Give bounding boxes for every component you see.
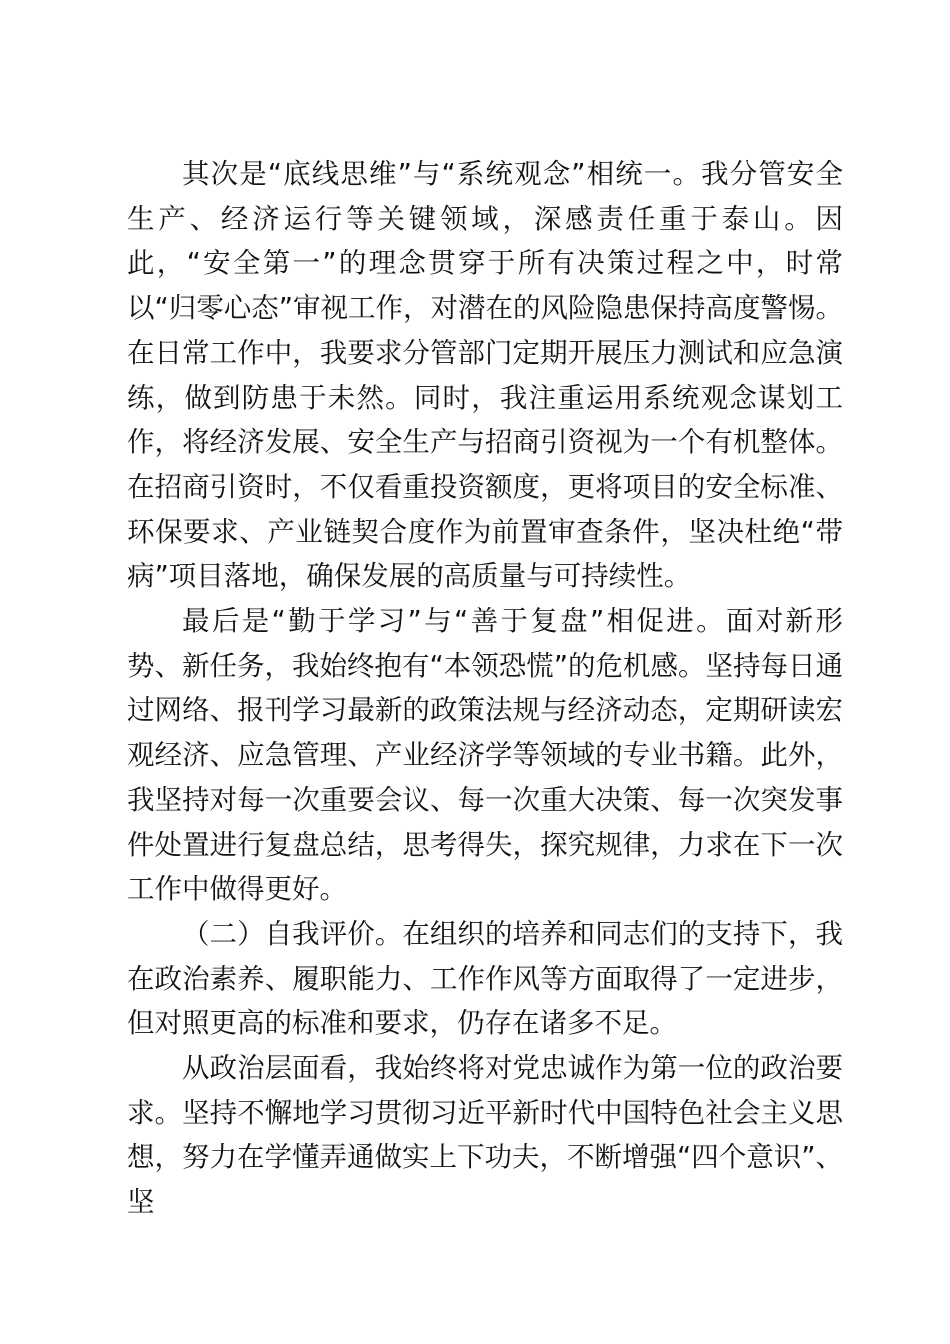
- paragraph-bottom-line-thinking: 其次是“底线思维”与“系统观念”相统一。我分管安全生产、经济运行等关键领域，深感责任重于泰山。因此，“安全第一”的理念贯穿于所有决策过程之中，时常以“归零心态”审视工作，对潜在的风险隐患保持高度警惕。在日常工作中，我要求分管部门定期开展压力测试和应急演练，做到防患于未然。同时，我注重运用系统观念谋划工作，将经济发展、安全生产与招商引资视为一个有机整体。在招商引资时，不仅看重投资额度，更将项目的安全标准、环保要求、产业链契合度作为前置审查条件，坚决杜绝“带病”项目落地，确保发展的高质量与可持续性。: [127, 158, 843, 593]
- paragraph-learning-review: 最后是“勤于学习”与“善于复盘”相促进。面对新形势、新任务，我始终抱有“本领恐慌”的危机感。坚持每日通过网络、报刊学习最新的政策法规与经济动态，定期研读宏观经济、应急管理、产业经济学等领域的专业书籍。此外，我坚持对每一次重要会议、每一次重大决策、每一次突发事件处置进行复盘总结，思考得失，探究规律，力求在下一次工作中做得更好。: [127, 605, 843, 906]
- paragraph-political-level: 从政治层面看，我始终将对党忠诚作为第一位的政治要求。坚持不懈地学习贯彻习近平新时代中国特色社会主义思想，努力在学懂弄通做实上下功夫，不断增强“四个意识”、坚: [127, 1052, 843, 1219]
- paragraph-self-evaluation: （二）自我评价。在组织的培养和同志们的支持下，我在政治素养、履职能力、工作作风等方面取得了一定进步，但对照更高的标准和要求，仍存在诸多不足。: [127, 917, 843, 1040]
- document-body: [127, 152, 843, 1225]
